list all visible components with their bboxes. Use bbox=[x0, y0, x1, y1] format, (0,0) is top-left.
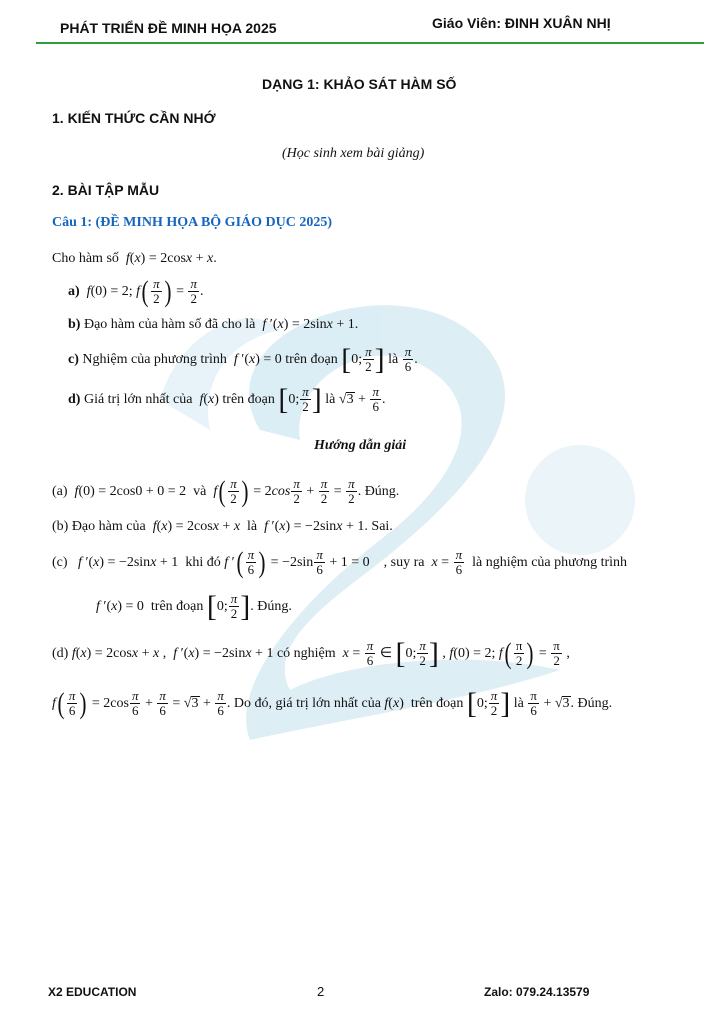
section2-heading: 2. BÀI TẬP MẪU bbox=[52, 182, 160, 198]
solution-d-cont: f( $\frac{\pi}{6}$ ) = 2cos $\frac{\pi}{6}$ + $\frac{\pi}{6}$ = √3 + $\frac{\pi}{6}$ . Do đó, giá trị lớn nhất của f(x) trên đoạn [0; $\frac{\pi}{2}$ ] là $\frac{\pi}{6}$ + √3. Đúng. bbox=[52, 686, 613, 720]
question-b: b) Đạo hàm của hàm số đã cho là f ′(x) = 2sinx + 1. bbox=[68, 317, 359, 332]
footer-left: X2 EDUCATION bbox=[48, 985, 137, 999]
question-label: Câu 1: (ĐỀ MINH HỌA BỘ GIÁO DỤC 2025) bbox=[52, 215, 333, 230]
solution-c: (c) f ′(x) = −2sinx + 1 khi đó f ′( $\frac{\pi}{6}$ ) = −2sin $\frac{\pi}{6}$ + 1 = 0 , suy ra x = $\frac{\pi}{6}$ là nghiệm của phương trình bbox=[52, 545, 628, 579]
question-d: d) Giá trị lớn nhất của f(x) trên đoạn [0; $\frac{\pi}{2}$ ] là √3 + $\frac{\pi}{6}$ . bbox=[68, 382, 386, 416]
solution-heading: Hướng dẫn giải bbox=[314, 438, 407, 453]
question-intro: Cho hàm số f(x) = 2cosx + x. bbox=[52, 251, 217, 266]
footer-right: Zalo: 079.24.13579 bbox=[484, 985, 590, 999]
question-a: a) f(0) = 2; f( $\frac{\pi}{2}$ ) = $\frac{\pi}{2}$ . bbox=[68, 274, 204, 308]
section1-note: (Học sinh xem bài giảng) bbox=[282, 146, 425, 161]
solution-a: (a) f(0) = 2cos0 + 0 = 2 và f( $\frac{\pi}{2}$ ) = 2cos $\frac{\pi}{2}$ + $\frac{\pi}{2}$ = $\frac{\pi}{2}$ . Đúng. bbox=[52, 474, 400, 508]
section1-heading: 1. KIẾN THỨC CẦN NHỚ bbox=[52, 110, 216, 126]
solution-c-cont: f ′(x) = 0 trên đoạn [0; $\frac{\pi}{2}$ ]. Đúng. bbox=[96, 589, 292, 623]
solution-b: (b) Đạo hàm của f(x) = 2cosx + x là f ′(x) = −2sinx + 1. Sai. bbox=[52, 519, 393, 534]
page-title: DẠNG 1: KHẢO SÁT HÀM SỐ bbox=[262, 76, 457, 92]
header-left: PHÁT TRIỂN ĐỀ MINH HỌA 2025 bbox=[60, 20, 277, 36]
question-c: c) Nghiệm của phương trình f ′(x) = 0 trên đoạn [0; $\frac{\pi}{2}$ ] là $\frac{\pi}{6}$ . bbox=[68, 342, 418, 376]
header-rule bbox=[36, 42, 704, 44]
header-right: Giáo Viên: ĐINH XUÂN NHỊ bbox=[432, 15, 611, 31]
solution-d: (d) f(x) = 2cosx + x , f ′(x) = −2sinx + 1 có nghiệm x = $\frac{\pi}{6}$ ∈ [0; $\frac{\pi}{2}$ ] , f(0) = 2; f( $\frac{\pi}{2}$ ) = $\frac{\pi}{2}$ , bbox=[52, 636, 570, 670]
page-number: 2 bbox=[317, 984, 325, 999]
